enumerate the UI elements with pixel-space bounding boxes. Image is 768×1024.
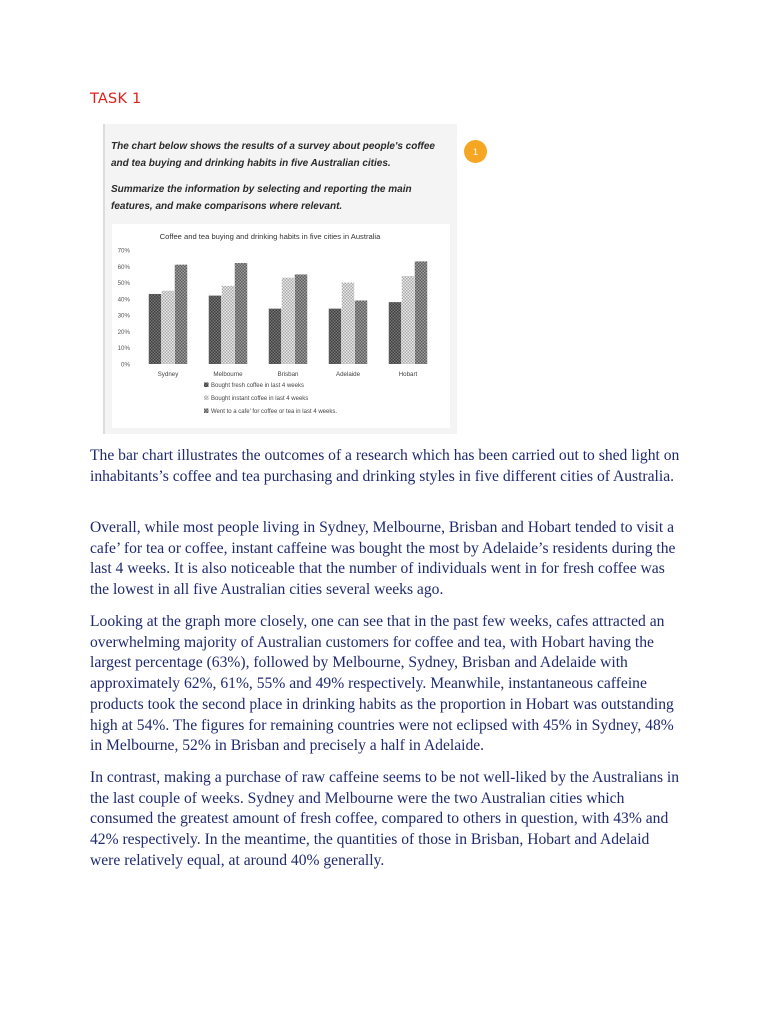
bar-melbourne-series-2 — [222, 286, 235, 364]
bar-adelaide-series-2 — [342, 283, 355, 364]
task-prompt-instruction: Summarize the information by selecting and reporting the main features, and make comparisons where relevant. — [111, 184, 412, 212]
comment-badge[interactable]: 1 — [464, 140, 487, 163]
bar-sydney-series-2 — [162, 291, 175, 364]
paragraph-overview: Overall, while most people living in Sydney, Melbourne, Brisban and Hobart tended to visit a cafe’ for tea or coffee, instant caffeine was bought the most by Adelaide’s residents during the last 4 weeks. It is also noticeable that the number of individuals went in for fresh coffee was the lowest in all five Australian cities several weeks ago. — [90, 519, 676, 599]
task-heading: TASK 1 — [90, 91, 142, 107]
bar-brisban-series-3 — [295, 274, 308, 364]
chart-title: Coffee and tea buying and drinking habits in five cities in Australia — [159, 232, 381, 241]
legend-swatch — [204, 409, 209, 414]
bar-chart-panel — [112, 224, 450, 428]
bar-sydney-series-3 — [175, 265, 188, 364]
bar-melbourne-series-3 — [235, 263, 248, 364]
x-tick-label: Melbourne — [213, 371, 243, 378]
bar-hobart-series-1 — [389, 302, 402, 364]
bar-adelaide-series-1 — [329, 309, 342, 364]
y-tick-label: 70% — [117, 247, 130, 255]
y-tick-label: 10% — [117, 345, 130, 353]
x-tick-label: Hobart — [398, 371, 418, 378]
bar-hobart-series-3 — [415, 261, 428, 364]
y-tick-label: 0% — [121, 361, 130, 369]
legend-swatch — [204, 383, 209, 388]
legend-label: Bought instant coffee in last 4 weeks — [211, 396, 309, 402]
bar-adelaide-series-3 — [355, 300, 368, 364]
y-tick-label: 50% — [117, 280, 130, 288]
task-prompt-description: The chart below shows the results of a survey about people's coffee and tea buying and drinking habits in five Australian cities. — [111, 141, 435, 169]
legend-label: Bought fresh coffee in last 4 weeks — [211, 383, 304, 389]
legend-swatch — [204, 396, 209, 401]
bar-hobart-series-2 — [402, 276, 415, 364]
paragraph-introduction: The bar chart illustrates the outcomes of a research which has been carried out to shed light on inhabitants’s coffee and tea purchasing and drinking styles in five different cities of Australia. — [90, 447, 680, 485]
bar-melbourne-series-1 — [209, 296, 222, 364]
y-tick-label: 40% — [117, 296, 130, 304]
x-tick-label: Sydney — [157, 371, 179, 378]
y-tick-label: 60% — [117, 263, 130, 271]
y-axis — [118, 248, 131, 369]
y-tick-label: 20% — [117, 328, 130, 336]
bar-brisban-series-1 — [269, 309, 282, 364]
bar-sydney-series-1 — [149, 294, 162, 364]
x-tick-label: Brisban — [277, 371, 299, 378]
paragraph-details: Looking at the graph more closely, one can see that in the past few weeks, cafes attracted an overwhelming majority of Australian customers for coffee and tea, with Hobart having the largest percentage (63%), followed by Melbourne, Sydney, Brisban and Adelaide with approximately 62%, 61%, 55% and 49% respectively. Meanwhile, instantaneous caffeine products took the second place in drinking habits as the proportion in Hobart was outstanding high at 54%. The figures for remaining countries were not eclipsed with 45% in Sydney, 48% in Melbourne, 52% in Brisban and precisely a half in Adelaide. — [90, 613, 674, 755]
paragraph-contrast: In contrast, making a purchase of raw caffeine seems to be not well-liked by the Australians in the last couple of weeks. Sydney and Melbourne were the two Australian cities which consumed the greatest amount of fresh coffee, compared to others in question, with 43% and 42% respectively. In the meantime, the quantities of those in Brisban, Hobart and Adelaid were relatively equal, at around 40% generally. — [90, 769, 680, 869]
chart-legend — [204, 383, 337, 416]
bar-chart — [112, 224, 450, 428]
y-tick-label: 30% — [117, 312, 130, 320]
bar-brisban-series-2 — [282, 278, 295, 364]
legend-label: Went to a cafe' for coffee or tea in last 4 weeks. — [211, 409, 337, 415]
x-tick-label: Adelaide — [335, 371, 361, 378]
x-axis — [158, 371, 418, 378]
bars-group — [149, 261, 428, 364]
